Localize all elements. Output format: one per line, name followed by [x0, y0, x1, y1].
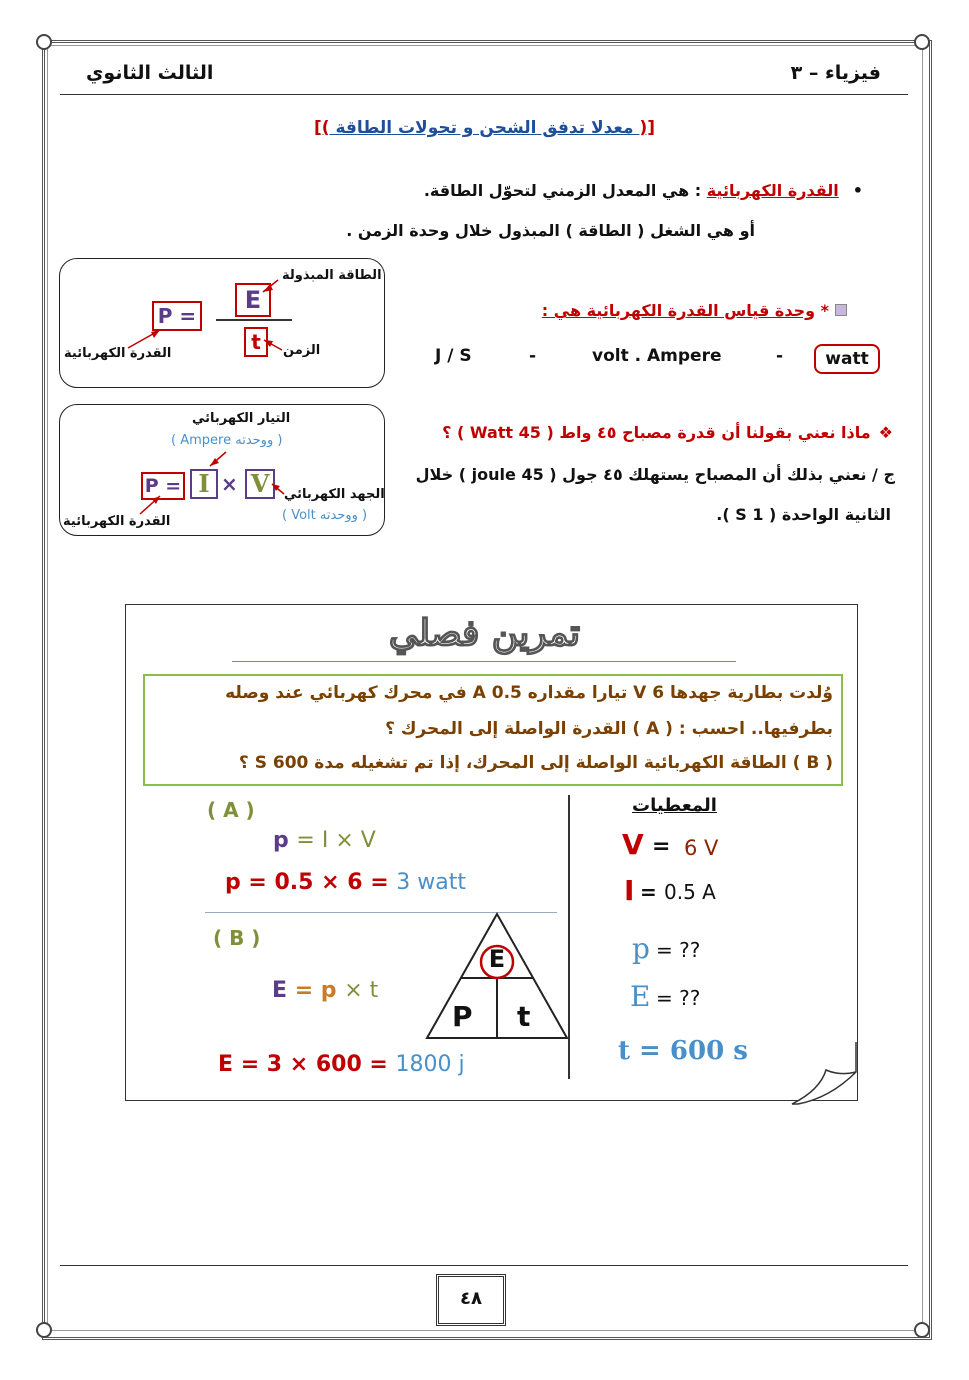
unit-volt-ampere: volt . Ampere	[592, 346, 722, 366]
unit-dash: -	[776, 346, 784, 366]
given-v-value: 6 V	[684, 836, 719, 860]
exercise-line3: ( B ) الطاقة الكهربائية الواصلة إلى المحرك، إذا تم تشغيله مدة 600 S ؟	[238, 753, 833, 773]
title-underline	[232, 661, 736, 662]
label-voltage: الجهد الكهربائي	[284, 487, 385, 502]
a-formula-p: p	[273, 828, 289, 853]
exercise-line2: بطرفيها.. احسب : ( A ) القدرة الواصلة إلى المحرك ؟	[385, 719, 833, 739]
power-symbol: P =	[152, 301, 202, 331]
triangle-e: E	[488, 945, 506, 973]
time-symbol: t	[244, 327, 268, 357]
exercise-title: تمرين فصلي	[388, 612, 580, 654]
given-p: p	[632, 932, 650, 965]
corner-ornament	[914, 1322, 930, 1338]
page-number: ٤٨	[436, 1274, 506, 1326]
unit-js: J / S	[435, 346, 472, 366]
question-text: ماذا نعني بقولنا أن قدرة مصباح ٤٥ واط ( 45 Watt ) ؟	[442, 423, 871, 442]
label-current-unit: ( ووحدته Ampere )	[171, 433, 283, 448]
units-star: *	[820, 301, 829, 320]
question-line	[413, 423, 893, 442]
section-title-text: معدلا تدفق الشحن و تحولات الطاقة	[335, 118, 634, 138]
given-v-symbol: V	[622, 828, 644, 861]
label-voltage-unit: ( ووحدته Volt )	[282, 508, 368, 523]
answer-line1: ج / نعني بذلك أن المصباح يستهلك ٤٥ جول ( 45 joule ) خلال	[415, 465, 895, 484]
label-power: القدرة الكهربائية	[63, 514, 171, 529]
b-calc: E = 3 × 600 =	[218, 1052, 388, 1077]
footer-divider	[60, 1265, 908, 1266]
given-t: t = 600 s	[618, 1036, 748, 1066]
times-symbol: ×	[221, 472, 238, 496]
given-e: E	[630, 980, 651, 1013]
givens-title: المعطيات	[632, 795, 717, 816]
triangle-p: P	[452, 1000, 473, 1033]
label-power: القدرة الكهربائية	[64, 346, 172, 361]
a-calc: p = 0.5 × 6 =	[225, 870, 389, 895]
given-i-symbol: I	[624, 874, 635, 907]
definition-text1: : هي المعدل الزمني لتحوّل الطاقة.	[423, 181, 702, 200]
current-symbol: I	[190, 469, 218, 499]
a-calc-result: 3 watt	[396, 870, 467, 895]
given-i-eq: =	[640, 880, 657, 904]
voltage-symbol: V	[245, 469, 275, 499]
header-grade: الثالث الثانوي	[86, 62, 214, 84]
label-time: الزمن	[283, 343, 321, 358]
formula-triangle	[424, 912, 570, 1040]
triangle-t: t	[517, 1000, 531, 1033]
corner-ornament	[36, 1322, 52, 1338]
bracket-close: )]	[313, 118, 330, 138]
given-v-eq: =	[652, 834, 671, 859]
given-p-value: = ??	[656, 938, 701, 962]
energy-symbol: E	[235, 283, 271, 317]
b-formula-e: E	[272, 978, 288, 1003]
b-formula-t: × t	[344, 978, 379, 1003]
part-a-calc	[225, 870, 466, 895]
definition-line2: أو هي الشغل ( الطاقة ) المبذول خلال وحدة الزمن .	[346, 221, 755, 240]
bullet: •	[852, 181, 863, 200]
page-curl	[790, 1040, 860, 1110]
power-symbol: P =	[141, 472, 185, 500]
units-heading-text: وحدة قياس القدرة الكهربائية هي :	[541, 301, 816, 320]
answer-line2: الثانية الواحدة ( 1 S ).	[716, 505, 891, 524]
part-a-formula	[273, 828, 376, 853]
given-i-value: 0.5 A	[664, 880, 716, 904]
bracket-open: [(	[639, 118, 656, 138]
label-energy: الطاقة المبذولة	[282, 268, 382, 283]
unit-dash: -	[529, 346, 537, 366]
label-current: التيار الكهربائي	[192, 411, 291, 426]
given-e-value: = ??	[656, 986, 701, 1010]
a-formula-rest: = I × V	[296, 828, 376, 853]
diamond-icon: ❖	[878, 423, 893, 442]
b-calc-result: 1800 j	[395, 1052, 465, 1077]
exercise-line1: وُلدت بطارية جهدها 6 V تيارا مقداره 0.5 A في محرك كهربائي عند وصله	[225, 683, 833, 703]
part-a-label: ( A )	[207, 798, 255, 822]
header-subject: فيزياء – ٣	[790, 62, 881, 84]
part-b-formula	[272, 978, 378, 1003]
definition-term: القدرة الكهربائية	[706, 181, 839, 200]
part-b-label: ( B )	[213, 926, 261, 950]
b-formula-p: = p	[294, 978, 337, 1003]
unit-watt: watt	[814, 344, 880, 374]
part-b-calc	[218, 1052, 465, 1077]
